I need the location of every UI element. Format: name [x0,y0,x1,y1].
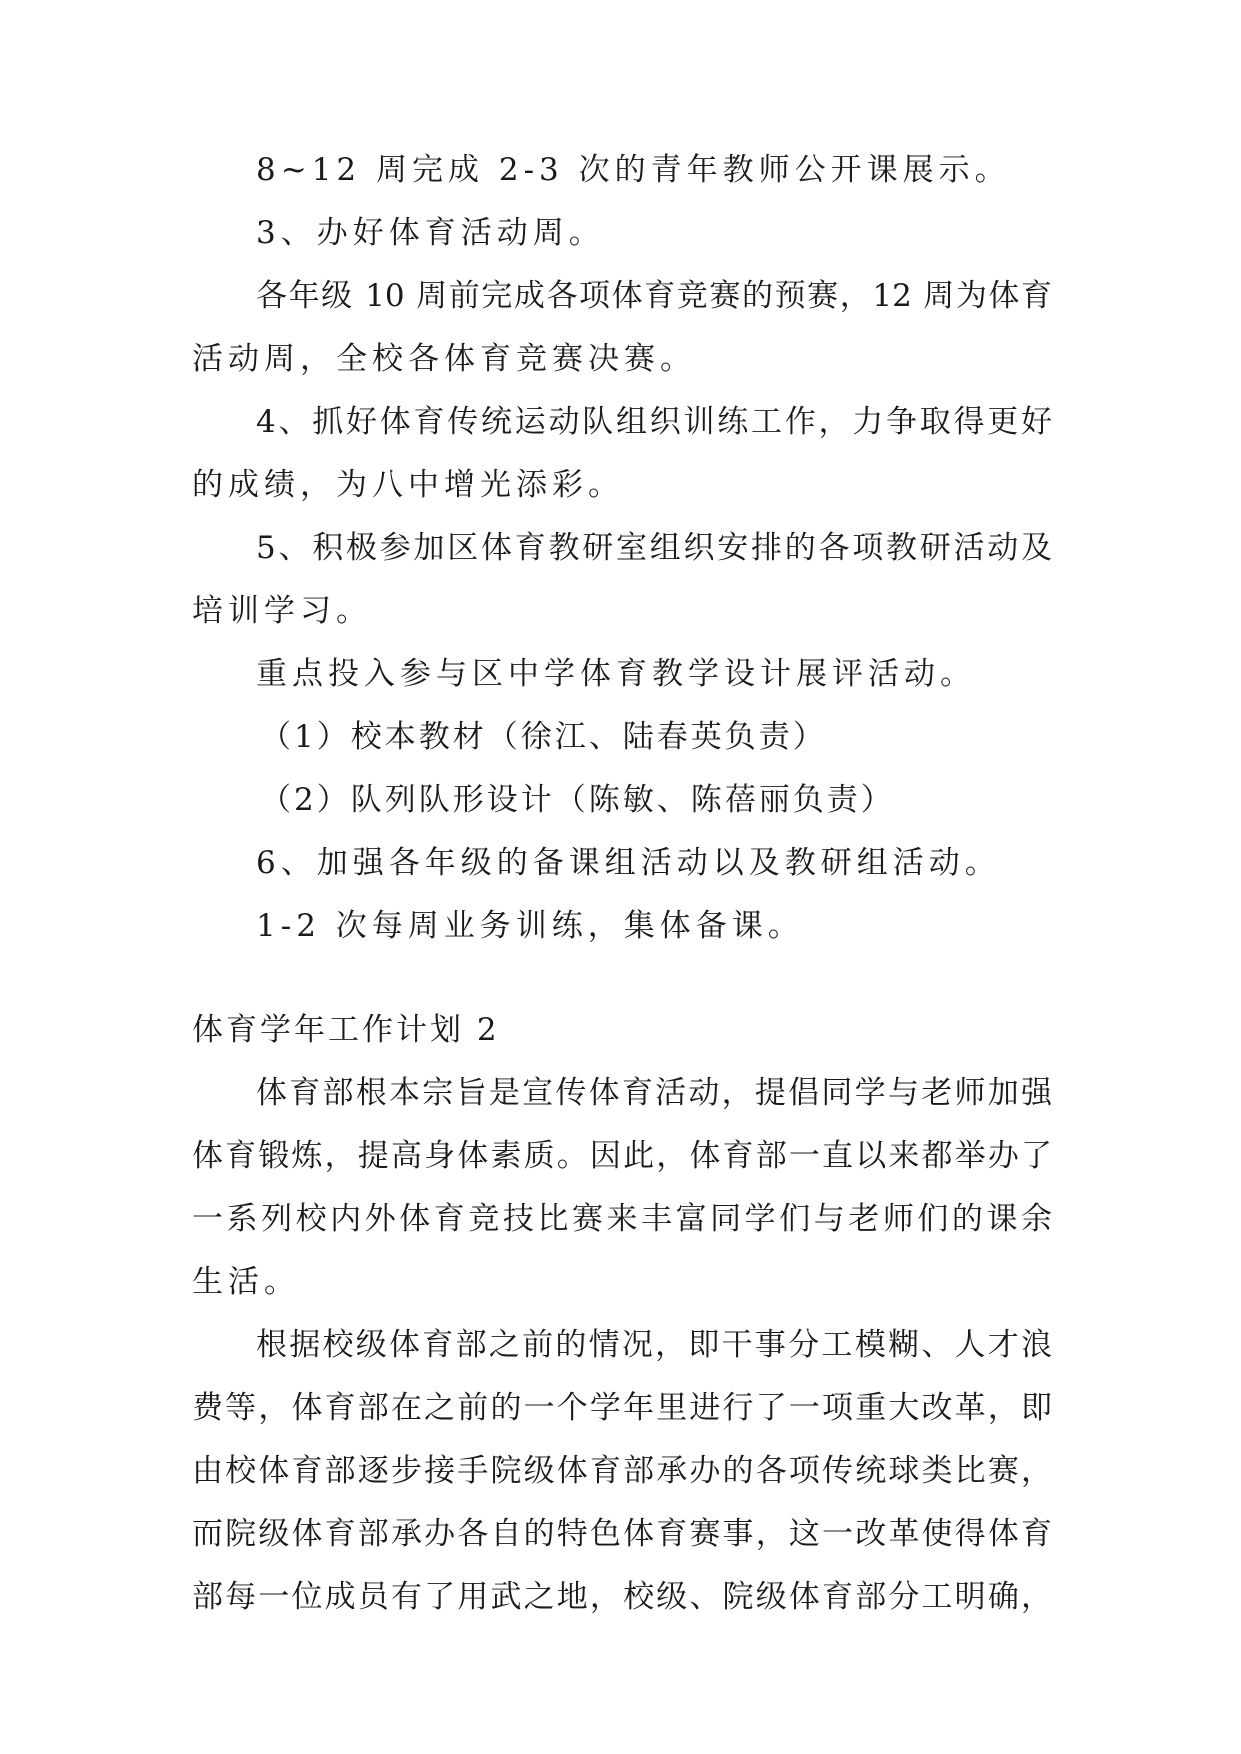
text-line: 各年级 10 周前完成各项体育竞赛的预赛，12 周为体育 [256,278,1052,314]
text-line: （2）队列队形设计（陈敏、陈蓓丽负责） [260,782,895,818]
text-line: 的成绩，为八中增光添彩。 [192,467,624,503]
text-line: 4、抓好体育传统运动队组织训练工作，力争取得更好 [256,404,1052,440]
text-line: 5、积极参加区体育教研室组织安排的各项教研活动及 [256,530,1052,566]
text-line: 部每一位成员有了用武之地，校级、院级体育部分工明确， [192,1579,1052,1615]
text-line: 由校体育部逐步接手院级体育部承办的各项传统球类比赛， [192,1453,1052,1489]
text-line: 培训学习。 [192,593,372,629]
text-line: 重点投入参与区中学体育教学设计展评活动。 [256,656,976,692]
text-line: 8~12 周完成 2-3 次的青年教师公开课展示。 [256,152,1011,188]
text-line: 活动周，全校各体育竞赛决赛。 [192,341,696,377]
text-line: 费等，体育部在之前的一个学年里进行了一项重大改革，即 [192,1390,1052,1426]
section-heading: 体育学年工作计划 2 [192,1012,500,1048]
text-line: 1-2 次每周业务训练，集体备课。 [256,908,804,944]
text-line: 体育部根本宗旨是宣传体育活动，提倡同学与老师加强 [256,1075,1052,1111]
text-line: 体育锻炼，提高身体素质。因此，体育部一直以来都举办了 [192,1138,1052,1174]
text-line: 一系列校内外体育竞技比赛来丰富同学们与老师们的课余 [192,1201,1052,1237]
text-line: 而院级体育部承办各自的特色体育赛事，这一改革使得体育 [192,1516,1052,1552]
text-line: 生活。 [192,1264,300,1300]
text-line: 3、办好体育活动周。 [256,215,605,251]
text-line: （1）校本教材（徐江、陆春英负责） [260,719,827,755]
text-line: 根据校级体育部之前的情况，即干事分工模糊、人才浪 [256,1327,1052,1363]
text-line: 6、加强各年级的备课组活动以及教研组活动。 [256,845,1001,881]
